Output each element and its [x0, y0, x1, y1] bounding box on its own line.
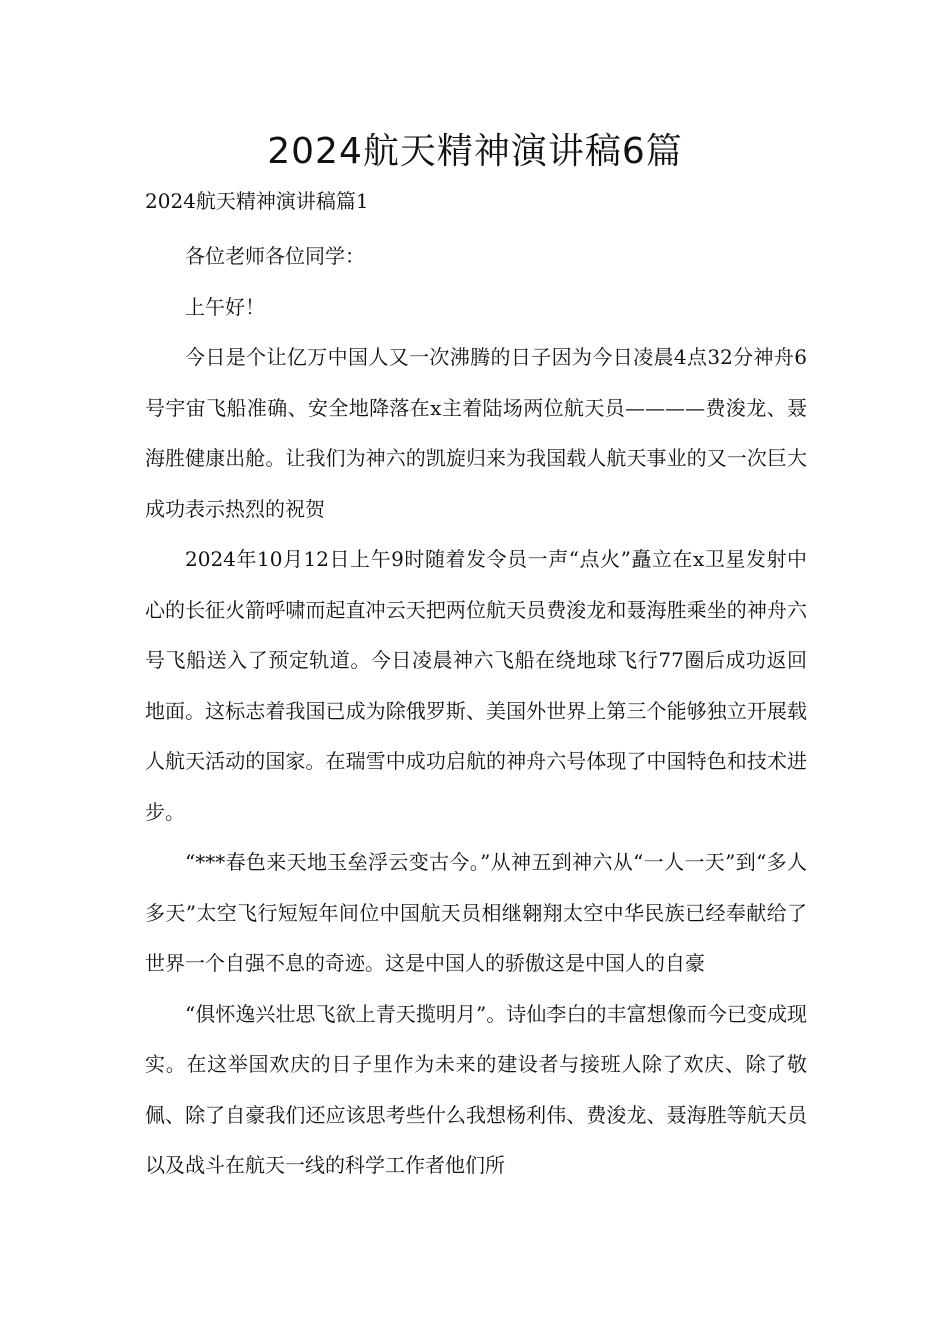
paragraph: 今日是个让亿万中国人又一次沸腾的日子因为今日凌晨4点32分神舟6号宇宙飞船准确、安全地降落在x主着陆场两位航天员————费浚龙、聂海胜健康出舱。让我们为神六的凯旋归来为我国载人航天事业的又一次巨大成功表示热烈的祝贺	[145, 345, 807, 521]
paragraph: “***春色来天地玉垒浮云变古今。”从神五到神六从“一人一天”到“多人多天”太空飞行短短年间位中国航天员相继翱翔太空中华民族已经奉献给了世界一个自强不息的奇迹。这是中国人的骄傲这是中国人的自豪	[145, 850, 807, 975]
paragraph-greeting: 各位老师各位同学：	[185, 244, 365, 268]
document-body	[145, 231, 807, 1191]
paragraph-salutation: 上午好！	[185, 294, 265, 319]
document-title: 2024航天精神演讲稿6篇	[267, 131, 683, 172]
section-heading: 2024航天精神演讲稿篇1	[145, 189, 369, 213]
paragraph: 2024年10月12日上午9时随着发令员一声“点火”矗立在x卫星发射中心的长征火箭呼啸而起直冲云天把两位航天员费浚龙和聂海胜乘坐的神舟六号飞船送入了预定轨道。今日凌晨神六飞船在绕地球飞行77圈后成功返回地面。这标志着我国已成为除俄罗斯、美国外世界上第三个能够独立开展载人航天活动的国家。在瑞雪中成功启航的神舟六号体现了中国特色和技术进步。	[145, 547, 807, 824]
paragraph: “俱怀逸兴壮思飞欲上青天揽明月”。诗仙李白的丰富想像而今已变成现实。在这举国欢庆的日子里作为未来的建设者与接班人除了欢庆、除了敬佩、除了自豪我们还应该思考些什么我想杨利伟、费浚龙、聂海胜等航天员以及战斗在航天一线的科学工作者他们所	[145, 1001, 807, 1177]
